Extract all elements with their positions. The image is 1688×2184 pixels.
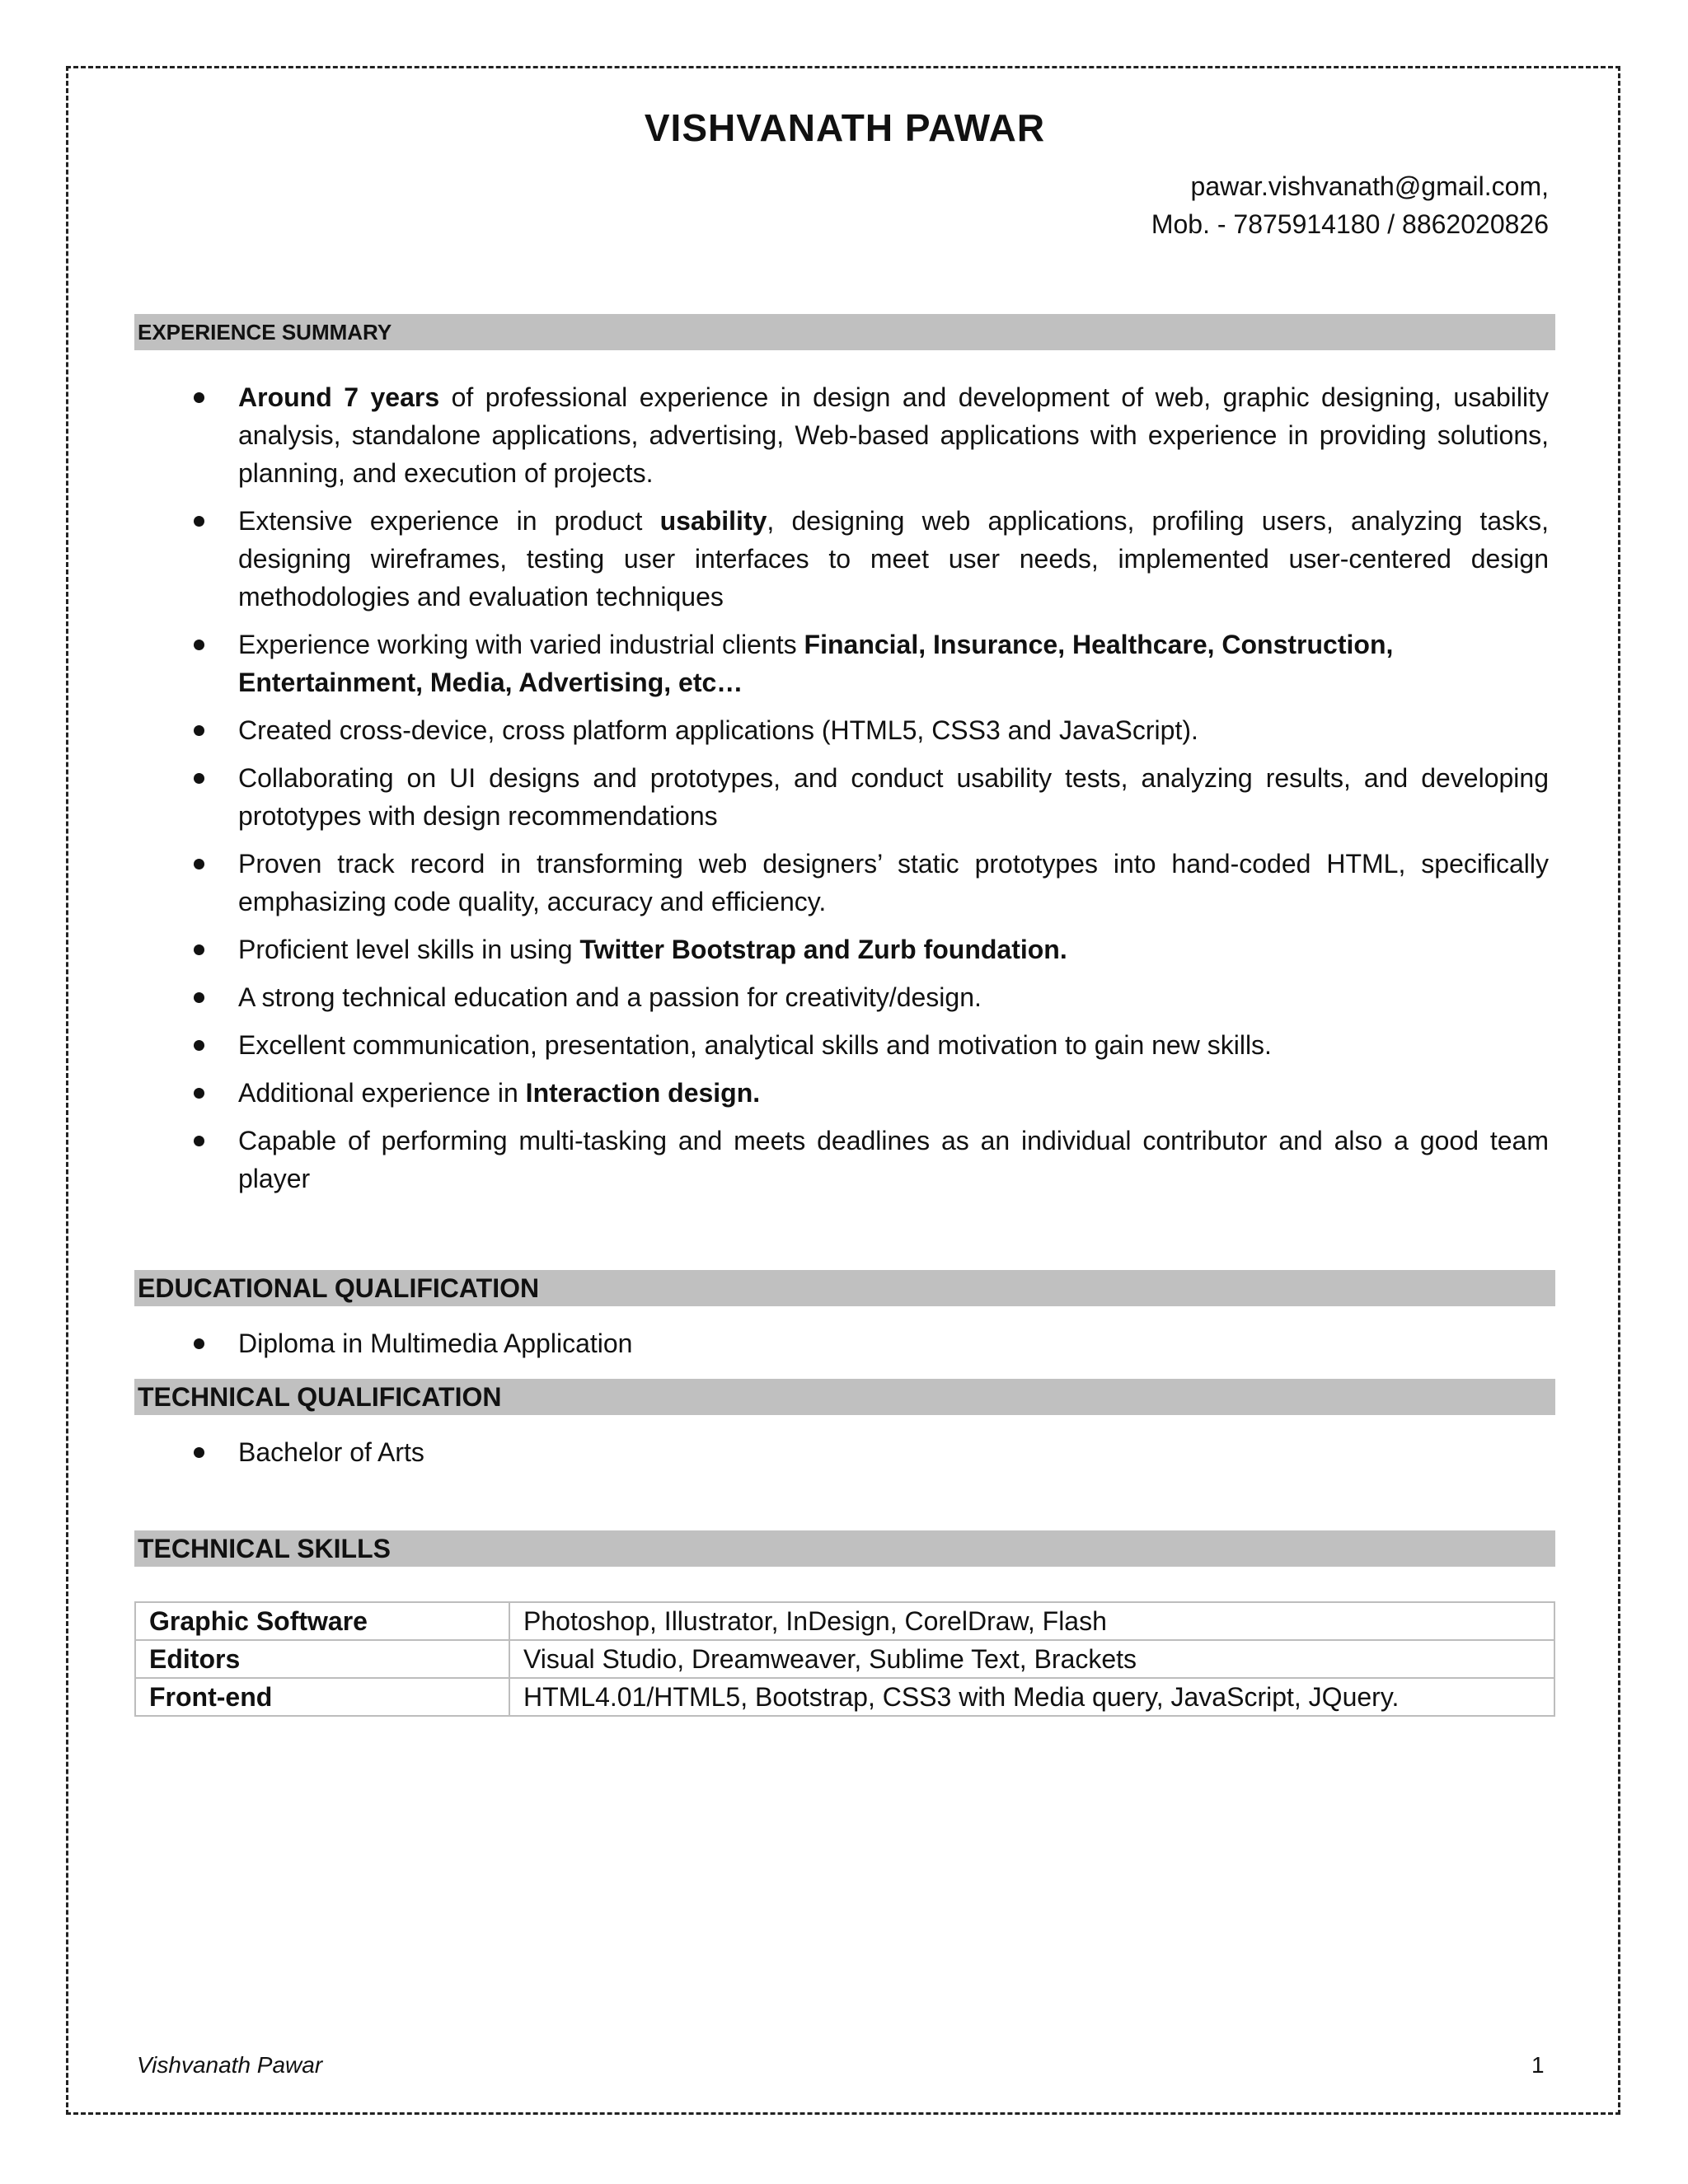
bullet-icon	[194, 516, 204, 527]
bullet-icon	[194, 725, 204, 736]
skill-values: HTML4.01/HTML5, Bootstrap, CSS3 with Media query, JavaScript, JQuery.	[509, 1678, 1554, 1716]
list-item: Extensive experience in product usability, designing web applications, profiling users, analyzing tasks, designing wireframes, testing user interfaces to meet user needs, implemented user-centered design methodologies and evaluation techniques	[134, 502, 1555, 616]
table-row	[135, 1602, 1554, 1640]
bullet-icon	[194, 859, 204, 869]
bullet-icon	[194, 1447, 204, 1458]
bullet-icon	[194, 992, 204, 1003]
footer-name: Vishvanath Pawar	[137, 2052, 323, 2078]
list-item: Capable of performing multi-tasking and meets deadlines as an individual contributor and also a good team player	[134, 1122, 1555, 1197]
skill-values: Visual Studio, Dreamweaver, Sublime Text, Brackets	[509, 1640, 1554, 1678]
email-text: pawar.vishvanath@gmail.com,	[1190, 171, 1549, 201]
page-number: 1	[1531, 2052, 1545, 2078]
table-row	[135, 1678, 1554, 1716]
bullet-icon	[194, 392, 204, 403]
bullet-icon	[194, 773, 204, 784]
skill-category: Graphic Software	[135, 1602, 509, 1640]
experience-section-title: EXPERIENCE SUMMARY	[134, 314, 1555, 350]
technical-qualification-section-title: TECHNICAL QUALIFICATION	[134, 1379, 1555, 1415]
bullet-icon	[194, 1338, 204, 1349]
bullet-icon	[194, 1136, 204, 1146]
resume-content	[134, 107, 1555, 1717]
experience-list	[134, 378, 1555, 1197]
table-row	[135, 1640, 1554, 1678]
contact-block	[134, 167, 1549, 243]
skill-values: Photoshop, Illustrator, InDesign, CorelDraw, Flash	[509, 1602, 1554, 1640]
phone-text: Mob. - 7875914180 / 8862020826	[1151, 209, 1549, 239]
candidate-name: VISHVANATH PAWAR	[644, 106, 1046, 149]
bullet-icon	[194, 640, 204, 650]
list-item: Collaborating on UI designs and prototypes, and conduct usability tests, analyzing results, and developing prototypes with design recommendations	[134, 759, 1555, 835]
list-item: A strong technical education and a passion for creativity/design.	[134, 978, 1555, 1016]
skill-category: Editors	[135, 1640, 509, 1678]
list-item: Diploma in Multimedia Application	[134, 1324, 1555, 1362]
skills-section-title: TECHNICAL SKILLS	[134, 1530, 1555, 1567]
skill-category: Front-end	[135, 1678, 509, 1716]
list-item: Experience working with varied industrial clients Financial, Insurance, Healthcare, Construction, Entertainment, Media, Advertising, etc…	[134, 626, 1555, 701]
education-list	[134, 1324, 1555, 1362]
list-item: Bachelor of Arts	[134, 1433, 1555, 1471]
list-item: Around 7 years of professional experience in design and development of web, graphic designing, usability analysis, standalone applications, advertising, Web-based applications with experience in providing solutions, planning, and execution of projects.	[134, 378, 1555, 492]
bullet-icon	[194, 1040, 204, 1051]
list-item: Proficient level skills in using Twitter Bootstrap and Zurb foundation.	[134, 930, 1555, 968]
bullet-icon	[194, 944, 204, 955]
list-item: Additional experience in Interaction design.	[134, 1074, 1555, 1112]
technical-qualification-list	[134, 1433, 1555, 1471]
list-item: Proven track record in transforming web designers’ static prototypes into hand-coded HTML, specifically emphasizing code quality, accuracy and efficiency.	[134, 845, 1555, 921]
list-item: Created cross-device, cross platform applications (HTML5, CSS3 and JavaScript).	[134, 711, 1555, 749]
list-item: Excellent communication, presentation, analytical skills and motivation to gain new skills.	[134, 1026, 1555, 1064]
skills-table	[134, 1601, 1555, 1717]
bullet-icon	[194, 1088, 204, 1099]
education-section-title: EDUCATIONAL QUALIFICATION	[134, 1270, 1555, 1306]
